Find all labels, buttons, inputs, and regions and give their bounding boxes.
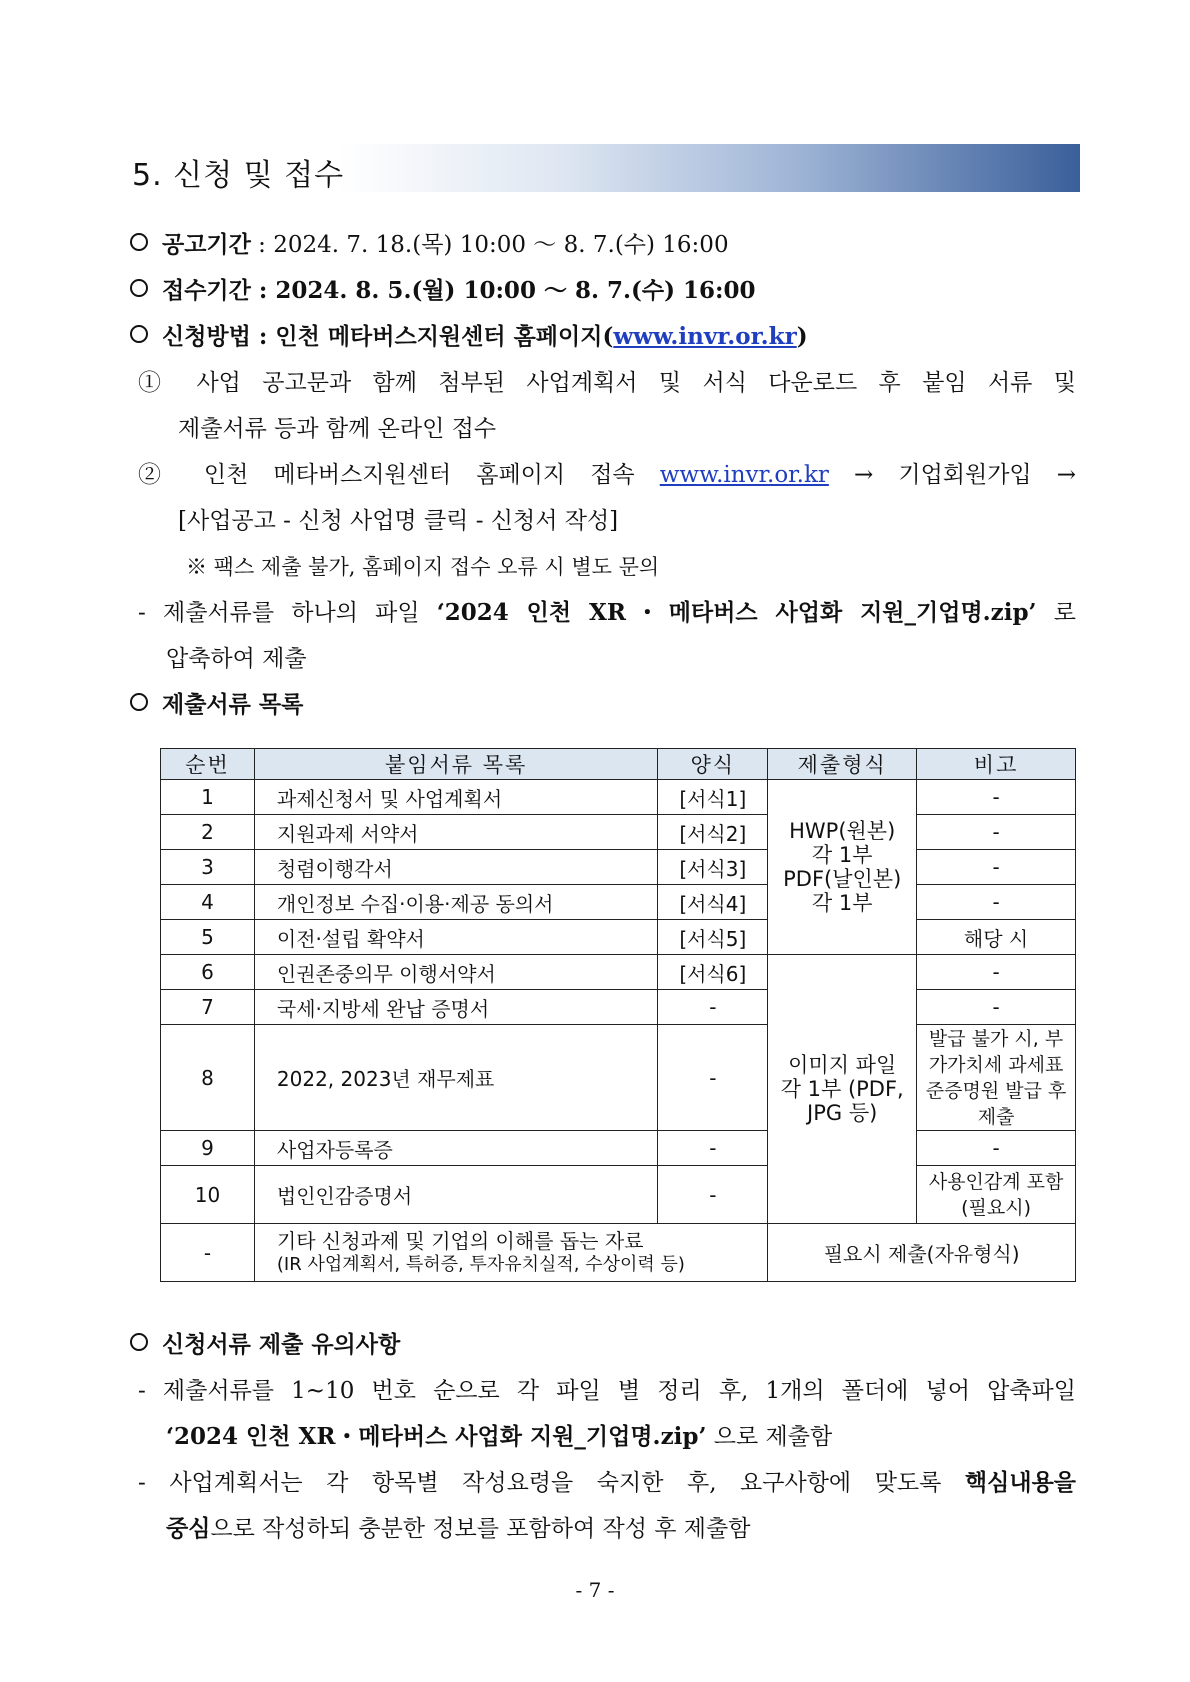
table-row: 6 인권존중의무 이행서약서 [서식6] 이미지 파일 각 1부 (PDF, JPG 등) - xyxy=(161,955,1076,990)
table-row: 1 과제신청서 및 사업계획서 [서식1] HWP(원본) 각 1부 PDF(날인본) 각 1부 - xyxy=(161,780,1076,815)
notice-period-line: 공고기간 : 2024. 7. 18.(목) 10:00 ～ 8. 7.(수) 16:00 xyxy=(130,230,729,260)
documents-table xyxy=(160,748,1076,1282)
circle-bullet-icon xyxy=(130,1333,148,1351)
format-group-2: 이미지 파일 각 1부 (PDF, JPG 등) xyxy=(768,955,917,1224)
table-row: 4 개인정보 수집·이용·제공 동의서 [서식4] - xyxy=(161,885,1076,920)
header-format: 제출형식 xyxy=(768,749,917,780)
table-row: - 기타 신청과제 및 기업의 이해를 돕는 자료 (IR 사업계획서, 특허증, 투자유치실적, 수상이력 등) 필요시 제출(자유형식) xyxy=(161,1224,1076,1282)
method-line: 신청방법 : 인천 메타버스지원센터 홈페이지(www.invr.or.kr) xyxy=(130,322,808,352)
circle-bullet-icon xyxy=(130,325,148,343)
docs-title: 제출서류 목록 xyxy=(130,690,303,720)
step1-line1: ① 사업 공고문과 함께 첨부된 사업계획서 및 서식 다운로드 후 붙임 서류 및 xyxy=(138,370,1077,396)
table-row: 5 이전·설립 확약서 [서식5] 해당 시 xyxy=(161,920,1076,955)
homepage-link-2[interactable]: www.invr.or.kr xyxy=(659,462,829,488)
table-row: 2 지원과제 서약서 [서식2] - xyxy=(161,815,1076,850)
homepage-link[interactable]: www.invr.or.kr xyxy=(613,323,797,350)
header-note: 비고 xyxy=(917,749,1076,780)
caution-title: 신청서류 제출 유의사항 xyxy=(130,1330,400,1360)
table-row: 9 사업자등록증 - - xyxy=(161,1131,1076,1166)
zip-note-line1: - 제출서류를 하나의 파일 ‘2024 인천 XR・메타버스 사업화 지원_기업명.zip’ 로 xyxy=(138,599,1076,626)
page-number: - 7 - xyxy=(575,1578,615,1602)
step2-line2: [사업공고 - 신청 사업명 클릭 - 신청서 작성] xyxy=(178,508,619,534)
table-row: 3 청렴이행각서 [서식3] - xyxy=(161,850,1076,885)
table-row: 7 국세·지방세 완납 증명서 - - xyxy=(161,990,1076,1025)
section-header xyxy=(130,144,1080,192)
circle-bullet-icon xyxy=(130,693,148,711)
table-header-row xyxy=(161,749,1076,780)
zip-note-line2: 압축하여 제출 xyxy=(166,646,307,672)
caution1-line2: ‘2024 인천 XR・메타버스 사업화 지원_기업명.zip’ 으로 제출함 xyxy=(166,1423,833,1450)
fax-note: ※ 팩스 제출 불가, 홈페이지 접수 오류 시 별도 문의 xyxy=(186,555,660,579)
format-group-1: HWP(원본) 각 1부 PDF(날인본) 각 1부 xyxy=(768,780,917,955)
table-row: 10 법인인감증명서 - 사용인감계 포함 (필요시) xyxy=(161,1166,1076,1224)
header-name: 붙임서류 목록 xyxy=(254,749,657,780)
circle-bullet-icon xyxy=(130,233,148,251)
notice-period-value: 2024. 7. 18.(목) 10:00 ～ 8. 7.(수) 16:00 xyxy=(273,232,729,258)
step2-line1: ② 인천 메타버스지원센터 홈페이지 접속 www.invr.or.kr → 기업회원가입 → xyxy=(138,462,1077,488)
header-form: 양식 xyxy=(658,749,768,780)
receipt-period-value: 2024. 8. 5.(월) 10:00 ～ 8. 7.(수) 16:00 xyxy=(275,277,756,304)
caution2-line2: 중심으로 작성하되 충분한 정보를 포함하여 작성 후 제출함 xyxy=(166,1515,751,1542)
caution2-line1: - 사업계획서는 각 항목별 작성요령을 숙지한 후, 요구사항에 맞도록 핵심내용을 xyxy=(138,1469,1077,1496)
section-title: 5. 신청 및 접수 xyxy=(132,158,345,193)
header-no: 순번 xyxy=(161,749,255,780)
zip-filename: ‘2024 인천 XR・메타버스 사업화 지원_기업명.zip’ xyxy=(436,599,1037,626)
step1-line2: 제출서류 등과 함께 온라인 접수 xyxy=(178,416,497,442)
caution1-line1: - 제출서류를 1~10 번호 순으로 각 파일 별 정리 후, 1개의 폴더에 넣어 압축파일 xyxy=(138,1378,1076,1404)
circle-bullet-icon xyxy=(130,279,148,297)
receipt-period-line: 접수기간 : 2024. 8. 5.(월) 10:00 ～ 8. 7.(수) 16:00 xyxy=(130,276,755,306)
table-row: 8 2022, 2023년 재무제표 - 발급 불가 시, 부가가치세 과세표준증명원 발급 후 제출 xyxy=(161,1025,1076,1131)
